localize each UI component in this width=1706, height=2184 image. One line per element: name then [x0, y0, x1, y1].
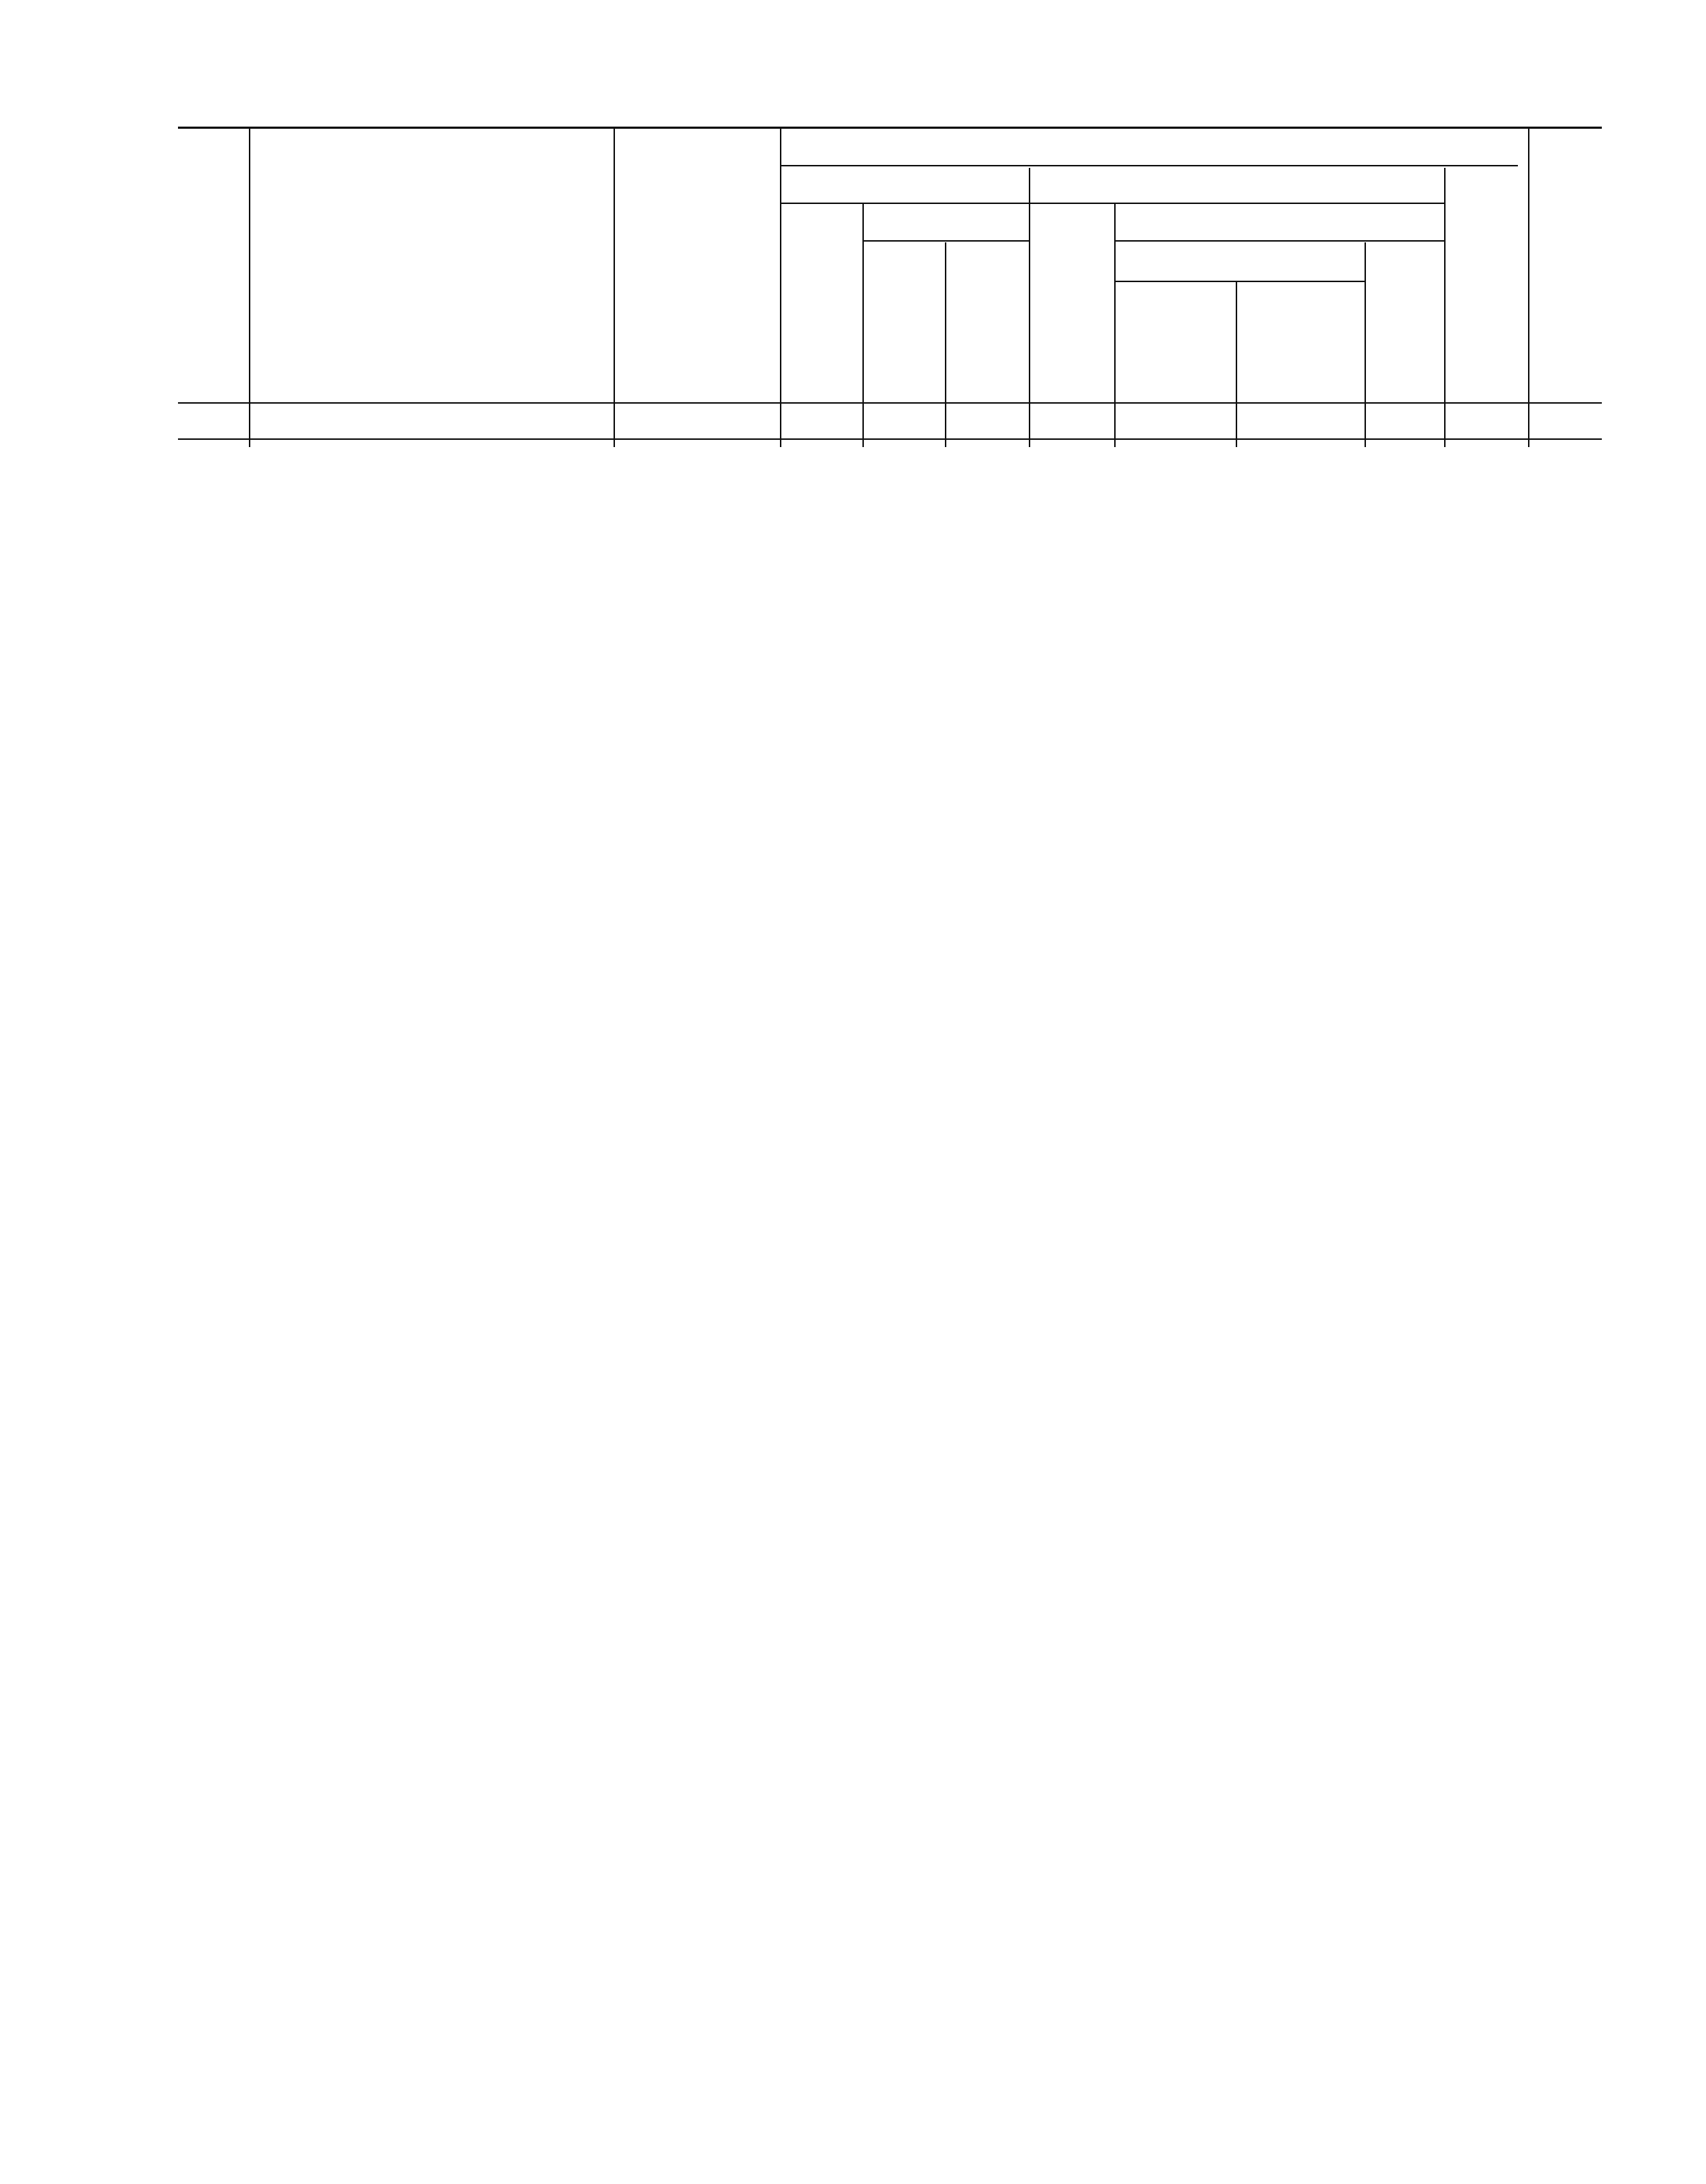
top-rule — [178, 127, 1602, 129]
